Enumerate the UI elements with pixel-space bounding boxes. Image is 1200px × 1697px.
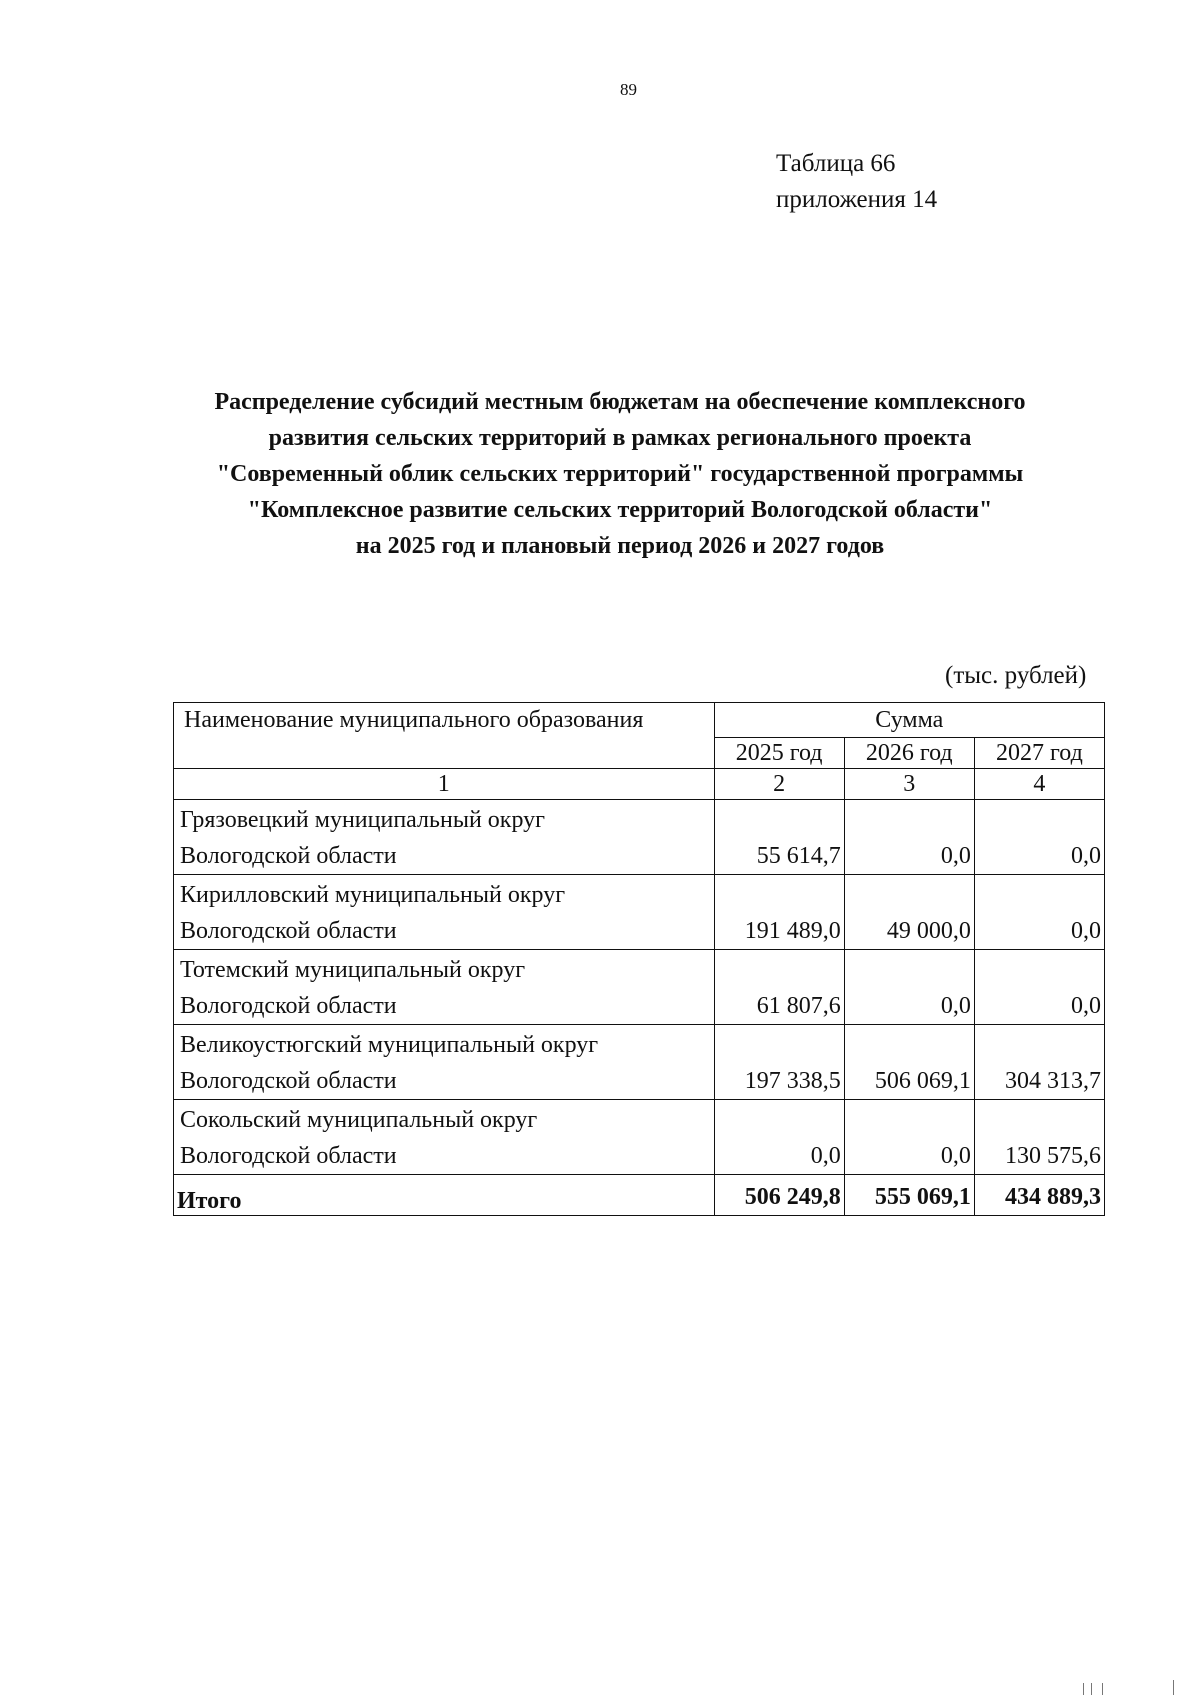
total-row: [174, 1175, 1105, 1216]
table-header-row: [174, 703, 1105, 738]
value-2025: 61 807,6: [714, 950, 844, 1025]
header-sum: Сумма: [714, 703, 1104, 738]
subsidies-table: [173, 702, 1105, 1216]
municipality-name-line: Кирилловский муниципальный округ: [180, 882, 566, 908]
municipality-name-line: Вологодской области: [180, 993, 397, 1019]
title-line: Распределение субсидий местным бюджетам на обеспечение комплексного: [214, 389, 1026, 415]
scan-artifact: [1083, 1683, 1084, 1695]
value-2025: 191 489,0: [714, 875, 844, 950]
table-number-row: [174, 769, 1105, 800]
value-2026: 0,0: [844, 950, 974, 1025]
value-2026: 49 000,0: [844, 875, 974, 950]
table-row: [174, 950, 1105, 1025]
column-number: 2: [714, 769, 844, 800]
municipality-name-line: Вологодской области: [180, 1143, 397, 1169]
value-2027: 0,0: [974, 800, 1104, 875]
table-row: [174, 1100, 1105, 1175]
scan-artifact: [1173, 1680, 1174, 1695]
municipality-name-line: Сокольский муниципальный округ: [180, 1107, 538, 1133]
units-label: (тыс. рублей): [945, 662, 1087, 689]
municipality-name-line: Вологодской области: [180, 1068, 397, 1094]
municipality-name-line: Грязовецкий муниципальный округ: [180, 807, 545, 833]
municipality-name-line: Великоустюгский муниципальный округ: [180, 1032, 599, 1058]
value-2026: 0,0: [844, 1100, 974, 1175]
municipality-name: [174, 950, 715, 1025]
scan-artifact: [1102, 1683, 1103, 1695]
table-row: [174, 875, 1105, 950]
value-2026: 0,0: [844, 800, 974, 875]
value-2027: 130 575,6: [974, 1100, 1104, 1175]
document-title: [140, 384, 1100, 564]
value-2025: 55 614,7: [714, 800, 844, 875]
column-number: 4: [974, 769, 1104, 800]
municipality-name-line: Вологодской области: [180, 843, 397, 869]
municipality-name: [174, 1100, 715, 1175]
table-row: [174, 1025, 1105, 1100]
title-line: на 2025 год и плановый период 2026 и 2027 годов: [355, 533, 885, 559]
municipality-name: [174, 875, 715, 950]
total-2027: 434 889,3: [974, 1175, 1104, 1216]
title-line: "Современный облик сельских территорий" государственной программы: [216, 461, 1024, 487]
scan-artifact: [1091, 1683, 1092, 1695]
municipality-name-line: Тотемский муниципальный округ: [180, 957, 526, 983]
value-2025: 197 338,5: [714, 1025, 844, 1100]
title-line: развития сельских территорий в рамках регионального проекта: [268, 425, 972, 451]
municipality-name-line: Вологодской области: [180, 918, 397, 944]
total-2026: 555 069,1: [844, 1175, 974, 1216]
column-number: 1: [174, 769, 715, 800]
table-label: Таблица 66: [776, 150, 896, 177]
title-line: "Комплексное развитие сельских территорий Вологодской области": [247, 497, 993, 523]
value-2027: 304 313,7: [974, 1025, 1104, 1100]
value-2027: 0,0: [974, 950, 1104, 1025]
municipality-name: [174, 800, 715, 875]
header-year: 2027 год: [974, 738, 1104, 769]
header-name: Наименование муниципального образования: [174, 703, 715, 769]
page-number: 89: [620, 80, 637, 99]
table-reference: [776, 146, 937, 218]
header-year: 2026 год: [844, 738, 974, 769]
header-year: 2025 год: [714, 738, 844, 769]
value-2027: 0,0: [974, 875, 1104, 950]
value-2025: 0,0: [714, 1100, 844, 1175]
appendix-label: приложения 14: [776, 186, 938, 213]
table-row: [174, 800, 1105, 875]
municipality-name: [174, 1025, 715, 1100]
value-2026: 506 069,1: [844, 1025, 974, 1100]
total-label: Итого: [174, 1175, 715, 1216]
column-number: 3: [844, 769, 974, 800]
total-2025: 506 249,8: [714, 1175, 844, 1216]
